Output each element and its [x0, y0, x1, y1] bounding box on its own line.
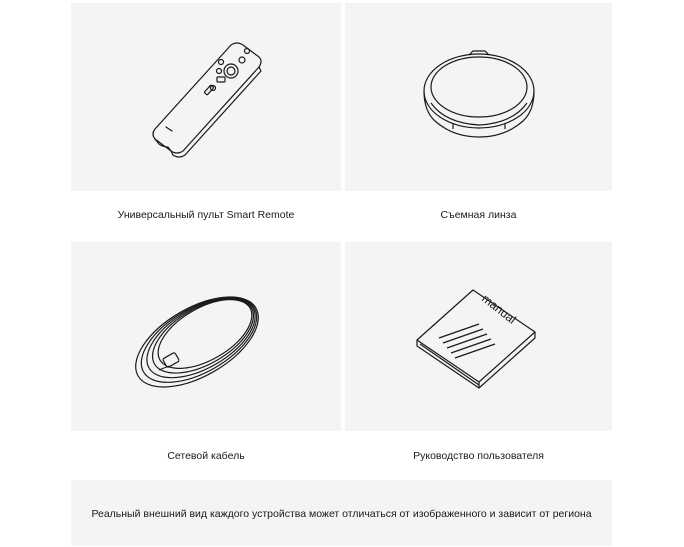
item-tile-lens	[345, 3, 612, 191]
cable-caption: Сетевой кабель	[167, 450, 245, 462]
manual-cover-text: manual	[479, 291, 519, 327]
remote-control-icon	[71, 3, 341, 191]
item-tile-cable	[71, 242, 341, 431]
disclaimer-banner	[71, 480, 612, 546]
disclaimer-text: Реальный внешний вид каждого устройства может отличаться от изображенного и зависит от региона	[91, 508, 592, 520]
manual-icon	[345, 242, 612, 431]
lens-caption: Съемная линза	[440, 209, 517, 221]
item-tile-manual	[345, 242, 612, 431]
remote-caption: Универсальный пульт Smart Remote	[117, 209, 295, 221]
item-tile-remote	[71, 3, 341, 191]
lens-icon	[345, 3, 612, 191]
manual-caption: Руководство пользователя	[413, 450, 544, 462]
power-cable-icon	[71, 242, 341, 431]
